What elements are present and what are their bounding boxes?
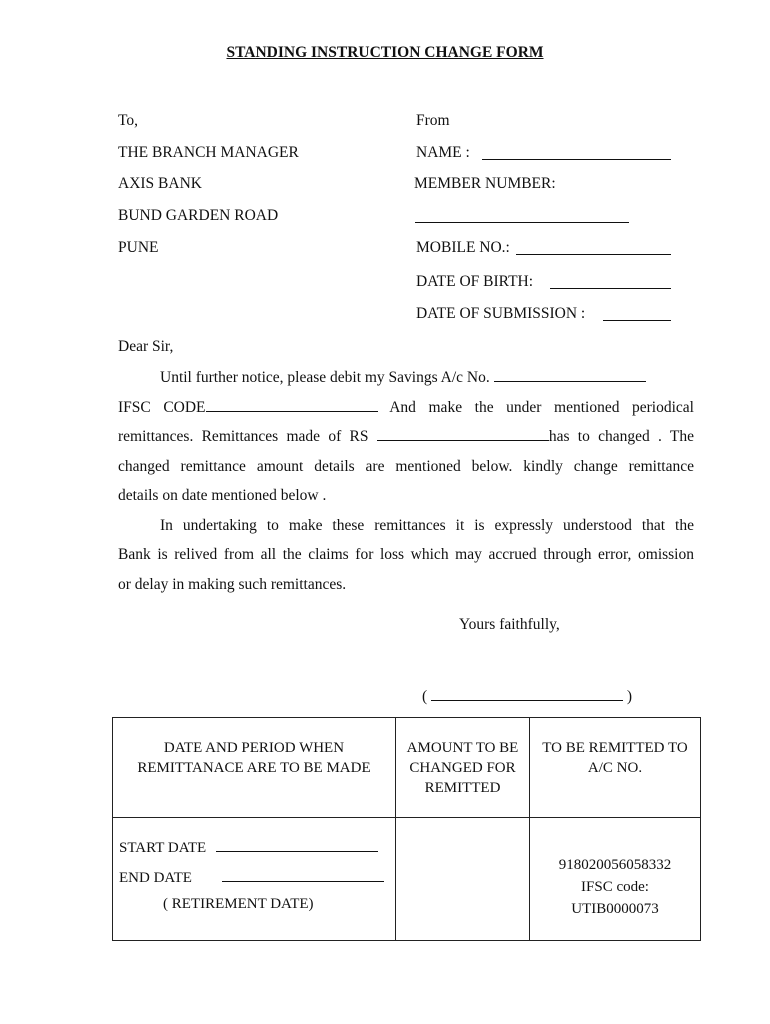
member-number-label: MEMBER NUMBER: bbox=[414, 175, 556, 192]
closing: Yours faithfully, bbox=[459, 616, 560, 633]
table-data-row bbox=[113, 818, 701, 941]
retirement-date-note: ( RETIREMENT DATE) bbox=[163, 896, 314, 912]
to-line-city: PUNE bbox=[118, 239, 159, 256]
para1-line5: details on date mentioned below . bbox=[118, 487, 327, 504]
header-remit-to: TO BE REMITTED TO A/C NO. bbox=[530, 718, 701, 818]
header-date-period: DATE AND PERIOD WHEN REMITTANACE ARE TO BE MADE bbox=[113, 718, 396, 818]
para1-line4: changed remittance amount details are mentioned below. kindly change remittance bbox=[118, 457, 694, 475]
para2-line2: Bank is relived from all the claims for loss which may accrued through error, omission bbox=[118, 546, 694, 563]
name-field-blank[interactable] bbox=[482, 145, 671, 160]
end-date-label: END DATE bbox=[119, 870, 192, 886]
remittance-table bbox=[112, 717, 701, 941]
date-period-cell bbox=[113, 818, 396, 941]
para1-text-d: remittances. Remittances made of RS bbox=[118, 428, 369, 445]
dob-blank[interactable] bbox=[550, 274, 671, 289]
remit-to-cell bbox=[530, 818, 701, 941]
para2-line1: In undertaking to make these remittances it is expressly understood that the bbox=[160, 516, 694, 534]
submission-date-blank[interactable] bbox=[603, 306, 671, 321]
remittance-amount-blank[interactable] bbox=[377, 426, 549, 441]
signature-close-paren: ) bbox=[626, 688, 633, 705]
mobile-label: MOBILE NO.: bbox=[416, 239, 510, 256]
dob-label: DATE OF BIRTH: bbox=[416, 273, 534, 290]
signature-open-paren: ( bbox=[422, 688, 428, 705]
para1-text-e: has to changed . The bbox=[548, 428, 695, 445]
para1-line1 bbox=[118, 363, 694, 393]
amount-cell[interactable] bbox=[396, 818, 530, 941]
para1-text-c: And make the under mentioned periodical bbox=[389, 398, 694, 416]
submission-date-label: DATE OF SUBMISSION : bbox=[416, 305, 586, 322]
para1-line3 bbox=[118, 422, 694, 452]
ifsc-value: UTIB0000073 bbox=[571, 901, 659, 917]
member-number-blank[interactable] bbox=[415, 208, 629, 223]
signature-blank[interactable] bbox=[431, 686, 623, 701]
savings-account-blank[interactable] bbox=[494, 367, 646, 382]
form-title: STANDING INSTRUCTION CHANGE FORM bbox=[226, 44, 544, 61]
end-date-row bbox=[119, 867, 384, 887]
to-line-road: BUND GARDEN ROAD bbox=[118, 207, 279, 224]
ifsc-label: IFSC code: bbox=[581, 879, 649, 895]
to-line-branch-manager: THE BRANCH MANAGER bbox=[118, 144, 299, 161]
para1-line2 bbox=[118, 393, 694, 423]
debit-instruction-paragraph bbox=[118, 363, 694, 599]
mobile-blank[interactable] bbox=[516, 240, 671, 255]
account-number: 918020056058332 bbox=[558, 857, 672, 873]
to-line-bank: AXIS BANK bbox=[118, 175, 202, 192]
end-date-blank[interactable] bbox=[222, 867, 384, 882]
para2-line3: or delay in making such remittances. bbox=[118, 575, 347, 593]
from-label: From bbox=[416, 112, 450, 129]
start-date-row bbox=[119, 837, 378, 857]
para1-text-a: Until further notice, please debit my Savings A/c No. bbox=[160, 369, 490, 386]
salutation: Dear Sir, bbox=[118, 338, 174, 355]
start-date-label: START DATE bbox=[119, 840, 207, 856]
ifsc-code-blank[interactable] bbox=[206, 397, 378, 412]
signature-line bbox=[422, 686, 632, 706]
table-header-row bbox=[113, 718, 701, 818]
name-field-label: NAME : bbox=[416, 144, 470, 161]
start-date-blank[interactable] bbox=[216, 837, 378, 852]
to-label: To, bbox=[118, 112, 139, 129]
header-amount: AMOUNT TO BE CHANGED FOR REMITTED bbox=[396, 718, 530, 818]
ifsc-code-label: IFSC CODE bbox=[118, 398, 206, 416]
